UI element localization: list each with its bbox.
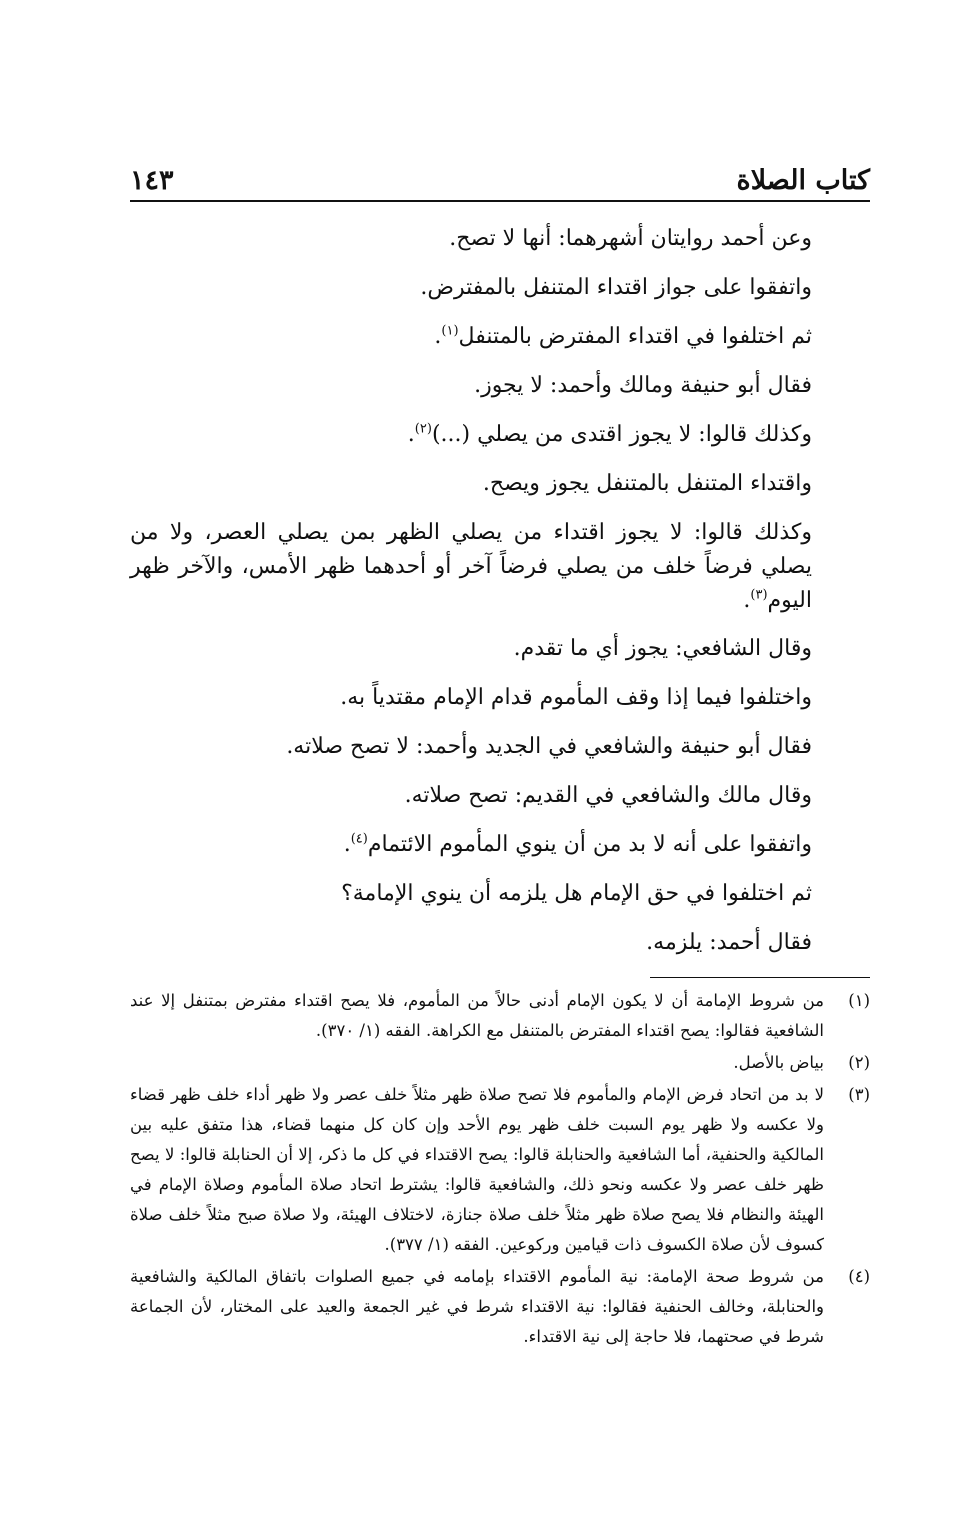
footnote-marker: (٤) [350, 831, 368, 847]
paragraph: واتفقوا على أنه لا بد من أن ينوي المأموم الائتمام$^{(٤)}$. [343, 831, 812, 857]
footnote-marker: (١) [441, 323, 459, 339]
footnote-marker: (٣) [750, 587, 768, 603]
footnote-text: من شروط الإمامة أن لا يكون الإمام أدنى حالاً من المأموم، فلا يصح اقتداء مفترض بمتنفل إلا عند الشافعية فقالوا: يصح اقتداء المفترض بالمتنفل مع الكراهة. الفقه (١/ ٣٧٠). [130, 991, 824, 1040]
paragraph: فقال أحمد: يلزمه. [646, 930, 812, 955]
footnote-marker: (٢) [414, 421, 432, 437]
paragraph: وكذلك قالوا: لا يجوز اقتدى من يصلي (...)$^{(٢)}$. [407, 421, 812, 447]
page-number: ١٤٣ [130, 165, 174, 196]
footnote-text: من شروط صحة الإمامة: نية المأموم الاقتداء بإمامه في جميع الصلوات باتفاق المالكية والشافعية والحنابلة، وخالف الحنفية فقالوا: نية الاقتداء شرط في غير الجمعة والعيد على المختار، لأن الجماعة شرط في صحتهما، فلا حاجة إلى نية الاقتداء. [130, 1267, 824, 1346]
paragraph: وقال مالك والشافعي في القديم: تصح صلاته. [404, 783, 812, 808]
paragraph: ثم اختلفوا في حق الإمام هل يلزمه أن ينوي الإمامة؟ [341, 881, 812, 906]
footnotes [130, 986, 870, 1352]
book-page [130, 150, 870, 1354]
footnote-text: بياض بالأصل. [733, 1053, 824, 1072]
footnote-item [130, 1080, 870, 1260]
footnote-number: (٤) [848, 1267, 870, 1286]
footnote-divider [650, 977, 870, 978]
footnote-item [130, 1262, 870, 1352]
footnote-number: (١) [848, 991, 870, 1010]
footnote-item [130, 1048, 870, 1078]
paragraph: واتفقوا على جواز اقتداء المتنفل بالمفترض. [420, 275, 812, 300]
paragraph: واقتداء المتنفل بالمتنفل يجوز ويصح. [482, 471, 812, 496]
paragraph: وقال الشافعي: يجوز أي ما تقدم. [513, 636, 812, 661]
main-text [130, 214, 870, 967]
paragraph: فقال أبو حنيفة والشافعي في الجديد وأحمد: لا تصح صلاته. [286, 734, 812, 759]
paragraph: ثم اختلفوا في اقتداء المفترض بالمتنفل$^{(١)}$. [434, 323, 812, 349]
footnote-number: (٣) [848, 1085, 870, 1104]
chapter-title: كتاب الصلاة [736, 165, 870, 196]
footnote-number: (٢) [848, 1053, 870, 1072]
footnote-item [130, 986, 870, 1046]
paragraph: فقال أبو حنيفة ومالك وأحمد: لا يجوز. [474, 373, 812, 398]
paragraph: واختلفوا فيما إذا وقف المأموم قدام الإمام مقتدياً به. [340, 685, 812, 710]
page-header [130, 150, 870, 202]
paragraph: وعن أحمد روايتان أشهرهما: أنها لا تصح. [449, 226, 812, 251]
footnote-text: لا بد من اتحاد فرض الإمام والمأموم فلا تصح صلاة ظهر مثلاً خلف عصر ولا ظهر أداء خلف ظهر قضاء ولا عكسه ولا ظهر يوم السبت خلف ظهر يوم الأحد وإن كان كل منهما قضاء، هذا متفق عليه بين المالكية والحنفية، أما الشافعية والحنابلة قالوا: يصح الاقتداء في كل ما ذكر، إلا أن الحنابلة قالوا: لا يصح ظهر خلف عصر ولا عكسه ونحو ذلك، والشافعية قالوا: يشترط اتحاد صلاة المأموم وصلاة الإمام في الهيئة والنظام فلا يصح صلاة ظهر مثلاً خلف صلاة جنازة، لاختلاف الهيئة، ولا صلاة صبح مثلاً خلف صلاة كسوف لأن صلاة الكسوف ذات قيامين وركوعين. الفقه (١/ ٣٧٧). [130, 1085, 824, 1254]
paragraph: وكذلك قالوا: لا يجوز اقتداء من يصلي الظهر بمن يصلي العصر، ولا من يصلي فرضاً خلف من يصلي فرضاً آخر أو أحدهما ظهر الأمس، والآخر ظهر اليوم$^{(٣)}$. [130, 520, 812, 613]
